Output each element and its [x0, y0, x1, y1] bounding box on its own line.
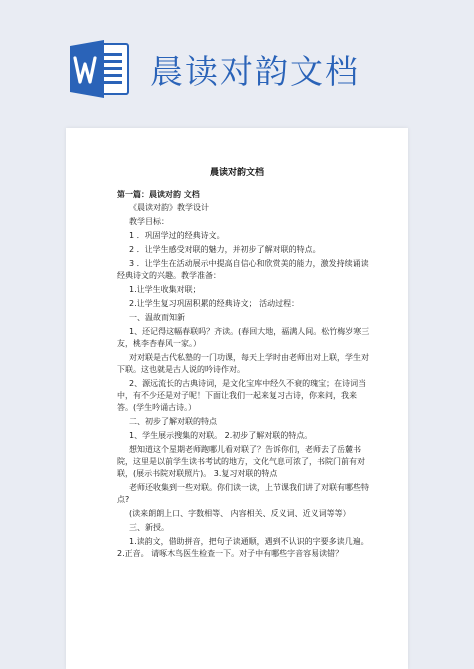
paragraph: 1、还记得这幅春联吗？齐读。(春回大地，福满人间。松竹梅岁寒三友，桃李杏春风一家。）: [117, 327, 370, 348]
paragraph: 2 ．让学生感受对联的魅力，并初步了解对联的特点。: [129, 245, 321, 254]
paragraph: 对对联是古代私塾的一门功课，每天上学时由老师出对上联，学生对下联。这也就是古人说的吟诗作对。: [117, 353, 369, 374]
paragraph: 3 ．让学生在活动展示中提高自信心和欣赏美的能力，激发持续诵读经典诗文的兴趣。教学准备：: [117, 259, 369, 280]
paragraph: 想知道这个星期老师跑哪儿看对联了？告诉你们，老师去了岳麓书院，这里是以前学生读书考试的地方，文化气息可浓了，书院门前有对联，(展示书院对联照片)。 3.复习对联的特点: [117, 445, 365, 478]
paragraph: 1 ．巩固学过的经典诗文。: [129, 231, 225, 240]
paragraph: 一、温故而知新: [129, 313, 185, 322]
paragraph: 教学目标：: [129, 217, 169, 226]
paragraph: 1.让学生收集对联；: [129, 285, 201, 294]
banner-title: 晨读对韵文档: [150, 52, 360, 91]
word-document-icon: [70, 38, 130, 100]
header-banner: [0, 0, 474, 130]
chapter-heading: 第一篇：晨读对韵 文档: [117, 190, 200, 199]
paragraph: (读来朗朗上口、字数相等、 内容相关、反义词、近义词等等）: [129, 509, 351, 518]
document-body: [117, 189, 372, 562]
paragraph: 1.读韵文，借助拼音，把句子读通顺，遇到不认识的字要多读几遍。 2.正音。 请啄木鸟医生检查一下。对子中有哪些字音容易读错？: [117, 537, 369, 558]
paragraph: 三、新授。: [129, 523, 169, 532]
document-page: [66, 128, 408, 669]
paragraph: 《晨读对韵》教学设计: [129, 203, 209, 212]
paragraph: 老师还收集到一些对联。你们读一读，上节课我们讲了对联有哪些特点?: [117, 483, 369, 504]
paragraph: 2.让学生复习巩固积累的经典诗文； 活动过程：: [129, 299, 300, 308]
document-title: 晨读对韵文档: [209, 168, 264, 178]
paragraph: 1、学生展示搜集的对联。 2.初步了解对联的特点。: [129, 431, 313, 440]
paragraph: 2、源远流长的古典诗词，是文化宝库中经久不衰的瑰宝；在诗词当中，有不少还是对子呢！下面让我们一起来复习古诗，你来问，我来答。(学生吟诵古诗。）: [117, 379, 367, 412]
paragraph: 二、初步了解对联的特点: [129, 417, 217, 426]
